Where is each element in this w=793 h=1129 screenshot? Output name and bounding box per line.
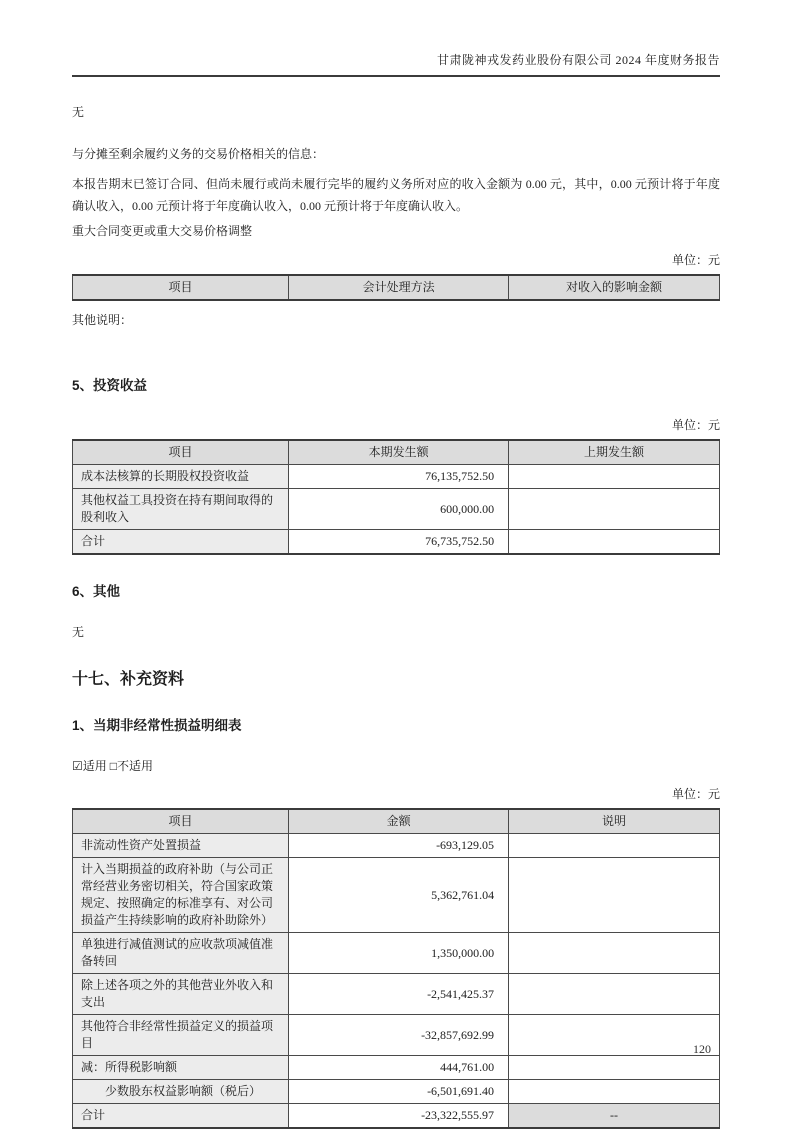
column-header: 说明 bbox=[509, 809, 720, 834]
value-cell: 444,761.00 bbox=[289, 1056, 509, 1080]
table-row bbox=[73, 1104, 720, 1129]
table-header-row bbox=[73, 440, 720, 465]
report-title: 甘肃陇神戎发药业股份有限公司 2024 年度财务报告 bbox=[436, 53, 720, 67]
table-row bbox=[73, 1056, 720, 1080]
contract-change-table bbox=[72, 274, 720, 301]
column-header: 本期发生额 bbox=[289, 440, 509, 465]
column-header: 金额 bbox=[289, 809, 509, 834]
investment-income-table bbox=[72, 439, 720, 555]
none-text-1: 无 bbox=[72, 105, 85, 119]
column-header: 项目 bbox=[73, 440, 289, 465]
table-row bbox=[73, 465, 720, 489]
value-cell bbox=[509, 974, 720, 1015]
value-cell: 76,135,752.50 bbox=[289, 465, 509, 489]
table-row bbox=[73, 1080, 720, 1104]
heading-other: 6、其他 bbox=[72, 584, 121, 599]
value-cell: -32,857,692.99 bbox=[289, 1015, 509, 1056]
item-cell: 合计 bbox=[73, 530, 289, 555]
value-cell bbox=[509, 530, 720, 555]
value-cell bbox=[509, 1056, 720, 1080]
applicable-checkbox-checked: ☑适用 bbox=[72, 759, 107, 773]
column-header: 项目 bbox=[73, 275, 289, 300]
item-cell: 非流动性资产处置损益 bbox=[73, 834, 289, 858]
page-number: 120 bbox=[693, 1042, 711, 1056]
major-contract-change-label: 重大合同变更或重大交易价格调整 bbox=[72, 224, 253, 238]
value-cell bbox=[509, 933, 720, 974]
item-cell: 少数股东权益影响额（税后） bbox=[73, 1080, 289, 1104]
table-row bbox=[73, 933, 720, 974]
table-row bbox=[73, 834, 720, 858]
item-cell: 其他权益工具投资在持有期间取得的股利收入 bbox=[73, 489, 289, 530]
contract-revenue-paragraph: 本报告期末已签订合同、但尚未履行或尚未履行完毕的履约义务所对应的收入金额为 0.00 元，其中，0.00 元预计将于年度确认收入，0.00 元预计将于年度确认收入，0.00 元预计将于年度确认收入。 bbox=[72, 177, 720, 213]
table-row bbox=[73, 1015, 720, 1056]
column-header: 上期发生额 bbox=[509, 440, 720, 465]
value-cell: 600,000.00 bbox=[289, 489, 509, 530]
remaining-obligation-info-label: 与分摊至剩余履约义务的交易价格相关的信息： bbox=[72, 147, 325, 161]
item-cell: 除上述各项之外的其他营业外收入和支出 bbox=[73, 974, 289, 1015]
applicability-line bbox=[72, 755, 720, 777]
item-cell: 减：所得税影响额 bbox=[73, 1056, 289, 1080]
table-row bbox=[73, 974, 720, 1015]
unit-label-1: 单位：元 bbox=[671, 253, 720, 267]
item-cell: 单独进行减值测试的应收款项减值准备转回 bbox=[73, 933, 289, 974]
value-cell bbox=[509, 858, 720, 933]
other-note-label: 其他说明： bbox=[72, 313, 133, 327]
value-cell bbox=[509, 1015, 720, 1056]
value-cell bbox=[509, 465, 720, 489]
nonrecurring-items-table bbox=[72, 808, 720, 1129]
heading-supplementary-info: 十七、补充资料 bbox=[72, 671, 185, 688]
item-cell: 计入当期损益的政府补助（与公司正常经营业务密切相关，符合国家政策规定、按照确定的标准享有、对公司损益产生持续影响的政府补助除外） bbox=[73, 858, 289, 933]
table-header-row bbox=[73, 275, 720, 300]
value-cell bbox=[509, 1080, 720, 1104]
heading-investment-income: 5、投资收益 bbox=[72, 378, 148, 393]
table-row bbox=[73, 858, 720, 933]
item-cell: 其他符合非经常性损益定义的损益项目 bbox=[73, 1015, 289, 1056]
value-cell: -- bbox=[509, 1104, 720, 1129]
column-header: 会计处理方法 bbox=[289, 275, 509, 300]
value-cell: -23,322,555.97 bbox=[289, 1104, 509, 1129]
table-row bbox=[73, 530, 720, 555]
table-row bbox=[73, 489, 720, 530]
column-header: 对收入的影响金额 bbox=[509, 275, 720, 300]
column-header: 项目 bbox=[73, 809, 289, 834]
item-cell: 成本法核算的长期股权投资收益 bbox=[73, 465, 289, 489]
value-cell: -6,501,691.40 bbox=[289, 1080, 509, 1104]
value-cell: -693,129.05 bbox=[289, 834, 509, 858]
unit-label-2: 单位：元 bbox=[671, 418, 720, 432]
table-header-row bbox=[73, 809, 720, 834]
unit-label-3: 单位：元 bbox=[671, 787, 720, 801]
value-cell bbox=[509, 834, 720, 858]
not-applicable-checkbox-unchecked: □不适用 bbox=[109, 759, 154, 773]
none-text-2: 无 bbox=[72, 625, 85, 639]
value-cell: 5,362,761.04 bbox=[289, 858, 509, 933]
value-cell: 1,350,000.00 bbox=[289, 933, 509, 974]
value-cell: -2,541,425.37 bbox=[289, 974, 509, 1015]
item-cell: 合计 bbox=[73, 1104, 289, 1129]
heading-nonrecurring-schedule: 1、当期非经常性损益明细表 bbox=[72, 718, 242, 733]
value-cell: 76,735,752.50 bbox=[289, 530, 509, 555]
page-header bbox=[72, 0, 720, 77]
value-cell bbox=[509, 489, 720, 530]
